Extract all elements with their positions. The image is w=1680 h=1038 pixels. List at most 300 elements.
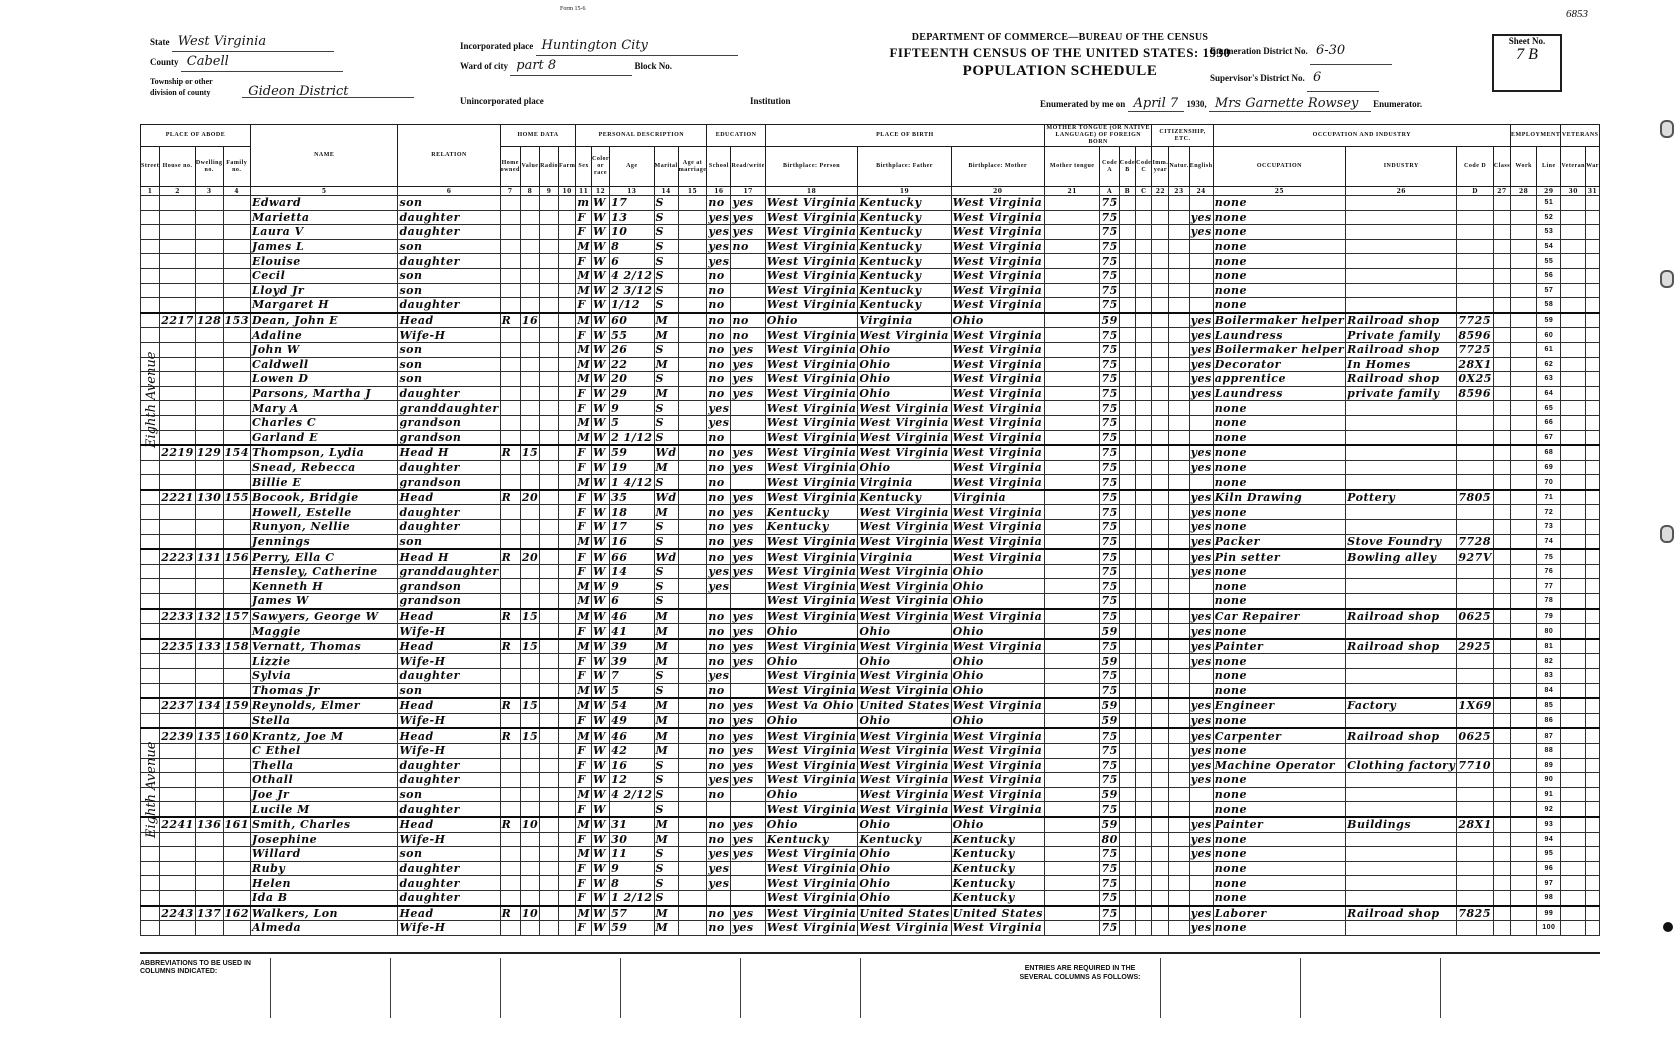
empty-cell [1169, 847, 1189, 862]
cell-occ: Boilermaker helper [1214, 343, 1345, 357]
column-header: Mother tongue [1044, 147, 1100, 187]
cell-rel: granddaughter [399, 401, 499, 415]
cell-cd [1457, 196, 1494, 211]
empty-cell [1511, 401, 1537, 416]
cell-bpm: United States [952, 906, 1043, 920]
empty-cell [678, 313, 707, 328]
cell-bp: Ohio [765, 624, 858, 639]
enumerator-name: Mrs Garnette Rowsey [1209, 96, 1371, 112]
cell-val: 10 [521, 906, 539, 920]
cell-occ: none [1213, 239, 1345, 254]
empty-cell [559, 861, 576, 876]
cell-val [520, 430, 539, 445]
empty-cell [1561, 609, 1586, 624]
cell-ind [1346, 713, 1457, 728]
cell-occ: none [1213, 283, 1345, 298]
empty-cell [678, 196, 707, 211]
cell-line: 51 [1537, 196, 1561, 211]
empty-cell [678, 713, 707, 728]
cell-read [731, 415, 765, 430]
empty-cell [1136, 906, 1152, 921]
cell-ind: Railroad shop [1346, 728, 1457, 743]
cell-mar: S [654, 415, 678, 430]
empty-cell [1119, 225, 1135, 240]
cell-code: 75 [1101, 802, 1118, 816]
column-header: INDUSTRY [1346, 147, 1457, 187]
cell-bpf: West Virginia [858, 415, 951, 430]
cell-occ: none [1213, 861, 1345, 876]
cell-cd: 7728 [1457, 534, 1494, 549]
cell-occ: Laundress [1213, 328, 1345, 343]
column-header: Value [520, 147, 539, 187]
census-row [141, 239, 1600, 254]
cell-code: 75 [1101, 269, 1118, 283]
cell-occ: none [1213, 445, 1345, 460]
cell-age: 46 [610, 728, 654, 743]
cell-eng [1189, 196, 1213, 211]
cell-house [160, 683, 196, 698]
empty-cell [1044, 342, 1100, 357]
cell-bpf: West Virginia [858, 802, 951, 817]
empty-cell [540, 401, 559, 416]
empty-cell [1169, 460, 1189, 475]
cell-own [500, 594, 520, 609]
empty-cell [1561, 401, 1586, 416]
empty-cell [1493, 505, 1510, 520]
cell-dwell: 132 [196, 609, 222, 623]
cell-sex: F [576, 490, 592, 505]
cell-line: 94 [1537, 832, 1561, 847]
column-number: 21 [1044, 187, 1100, 196]
cell-read: yes [731, 505, 765, 520]
cell-own [500, 505, 520, 520]
empty-cell [559, 283, 576, 298]
empty-cell [1152, 579, 1169, 594]
cell-line: 59 [1537, 313, 1561, 328]
cell-bpm: Ohio [951, 579, 1044, 594]
cell-sex: F [576, 210, 592, 225]
cell-race: W [592, 713, 610, 728]
empty-cell [1561, 268, 1586, 283]
state-value: West Virginia [172, 32, 334, 52]
cell-rel: Wife-H [398, 328, 500, 343]
cell-bpf: West Virginia [858, 758, 951, 773]
empty-cell [1586, 921, 1600, 936]
cell-bpf: West Virginia [858, 683, 951, 698]
empty-cell [540, 298, 559, 313]
cell-bpm: West Virginia [951, 549, 1044, 564]
empty-cell [1493, 268, 1510, 283]
cell-race: W [592, 639, 610, 654]
cell-fam [223, 847, 250, 862]
cell-age: 9 [610, 579, 654, 594]
column-number: B [1119, 187, 1135, 196]
empty-cell [1152, 520, 1169, 535]
cell-eng: yes [1190, 550, 1212, 564]
cell-school: no [707, 549, 731, 564]
cell-mar: S [654, 669, 678, 684]
cell-read: yes [731, 906, 765, 921]
cell-own [500, 460, 520, 475]
empty-cell [1586, 239, 1600, 254]
cell-bpf: West Virginia [858, 669, 951, 684]
cell-eng [1189, 876, 1213, 891]
cell-bpf: West Virginia [858, 594, 951, 609]
cell-mar: M [654, 386, 678, 401]
cell-house [160, 386, 196, 401]
empty-cell [1152, 861, 1169, 876]
cell-eng: yes [1190, 314, 1212, 328]
cell-ind [1346, 921, 1457, 936]
empty-cell [1119, 713, 1135, 728]
cell-bpm: Ohio [951, 594, 1044, 609]
empty-cell [559, 921, 576, 936]
empty-cell [1511, 728, 1537, 743]
empty-cell [1493, 254, 1510, 269]
empty-cell [1493, 832, 1510, 847]
empty-cell [1586, 654, 1600, 669]
column-header: Sex [576, 147, 592, 187]
empty-cell [1511, 579, 1537, 594]
empty-cell [1136, 579, 1152, 594]
column-number: 16 [707, 187, 731, 196]
empty-cell [1493, 313, 1510, 328]
empty-cell [1511, 342, 1537, 357]
cell-bp: West Virginia [766, 729, 857, 743]
cell-ind [1346, 401, 1457, 416]
cell-code: 75 [1101, 921, 1118, 935]
cell-read: yes [731, 225, 765, 240]
empty-cell [1493, 564, 1510, 579]
empty-cell [1561, 460, 1586, 475]
empty-cell [1136, 890, 1152, 905]
empty-cell [559, 445, 576, 460]
cell-own: R [500, 445, 520, 460]
column-header: Street [141, 147, 160, 187]
empty-cell [1561, 728, 1586, 743]
empty-cell [1511, 861, 1537, 876]
education-header: EDUCATION [707, 125, 765, 147]
cell-code: 75 [1101, 298, 1118, 312]
empty-cell [540, 254, 559, 269]
cell-house [160, 268, 196, 283]
cell-dwell [195, 802, 223, 817]
cell-val [520, 564, 539, 579]
cell-sex: F [576, 328, 592, 343]
empty-cell [559, 832, 576, 847]
cell-cd [1457, 445, 1494, 460]
empty-cell [1169, 210, 1189, 225]
empty-cell [1152, 876, 1169, 891]
cell-age: 26 [610, 342, 654, 357]
cell-sex: F [576, 549, 592, 564]
cell-rel: grandson [398, 594, 500, 609]
cell-age: 49 [610, 713, 654, 728]
empty-cell [1493, 225, 1510, 240]
empty-cell [1493, 460, 1510, 475]
cell-val [520, 683, 539, 698]
empty-cell [1152, 475, 1169, 490]
empty-cell [1169, 430, 1189, 445]
empty-cell [1044, 832, 1100, 847]
empty-cell [141, 890, 160, 905]
home-header: HOME DATA [500, 125, 576, 147]
column-header: War [1586, 147, 1600, 187]
cell-rel: daughter [398, 802, 500, 817]
ward-value: part 8 [510, 56, 632, 76]
cell-bpf: West Virginia [858, 728, 951, 743]
empty-cell [678, 549, 707, 564]
empty-cell [1119, 654, 1135, 669]
cell-occ: apprentice [1213, 372, 1345, 387]
cell-sex: F [576, 505, 592, 520]
cell-read: yes [731, 743, 765, 758]
empty-cell [540, 594, 559, 609]
empty-cell [559, 430, 576, 445]
empty-cell [1119, 802, 1135, 817]
cell-fam [223, 890, 250, 905]
abode-header: PLACE OF ABODE [141, 125, 251, 147]
empty-cell [1561, 698, 1586, 713]
cell-own: R [500, 313, 520, 328]
cell-code: 75 [1101, 847, 1118, 861]
cell-age: 22 [610, 357, 654, 372]
cell-cd [1457, 254, 1494, 269]
empty-cell [559, 787, 576, 802]
cell-race: W [592, 490, 610, 505]
cell-age: 16 [610, 758, 654, 773]
cell-sex: F [576, 460, 592, 475]
empty-cell [1044, 460, 1100, 475]
empty-cell [1586, 283, 1600, 298]
cell-val [520, 342, 539, 357]
cell-cd [1457, 594, 1494, 609]
empty-cell [678, 254, 707, 269]
cell-occ: Boilermaker helper [1214, 314, 1345, 328]
column-header: Birthplace: Mother [951, 147, 1044, 187]
cell-house [160, 743, 196, 758]
empty-cell [141, 225, 160, 240]
empty-cell [1511, 698, 1537, 713]
cell-sex: M [577, 240, 591, 254]
cell-fam [223, 654, 250, 669]
census-row [141, 698, 1600, 713]
empty-cell [1586, 210, 1600, 225]
cell-rel: son [398, 283, 500, 298]
cell-read: yes [731, 847, 765, 862]
empty-cell [1561, 254, 1586, 269]
cell-race: W [592, 609, 610, 624]
empty-cell [559, 728, 576, 743]
census-row [141, 549, 1600, 564]
empty-cell [1169, 445, 1189, 460]
cell-read: yes [731, 639, 765, 654]
cell-eng [1189, 787, 1213, 802]
empty-cell [678, 639, 707, 654]
empty-cell [678, 594, 707, 609]
cell-eng: yes [1190, 818, 1212, 832]
empty-cell [678, 564, 707, 579]
cell-eng: yes [1190, 210, 1212, 224]
cell-val [520, 876, 539, 891]
cell-dwell [195, 401, 223, 416]
cell-eng: yes [1190, 343, 1212, 357]
empty-cell [540, 475, 559, 490]
cell-code: 75 [1101, 240, 1118, 254]
cell-eng: yes [1190, 921, 1212, 935]
cell-ind [1346, 254, 1457, 269]
empty-cell [1586, 906, 1600, 921]
column-number: 12 [592, 187, 610, 196]
cell-name: Billie E [250, 475, 398, 490]
cell-code: 75 [1101, 460, 1118, 474]
cell-occ: none [1213, 594, 1345, 609]
cell-fam: 156 [224, 550, 249, 564]
empty-cell [678, 579, 707, 594]
cell-bp: West Virginia [766, 460, 857, 474]
cell-fam [223, 743, 250, 758]
empty-cell [1169, 639, 1189, 654]
cell-name: Thomas Jr [250, 683, 398, 698]
cell-line: 84 [1537, 683, 1561, 698]
cell-mar: M [654, 817, 678, 832]
column-number: 31 [1586, 187, 1600, 196]
empty-cell [540, 861, 559, 876]
cell-code: 59 [1101, 818, 1118, 832]
enumerated-line [1040, 96, 1422, 112]
cell-race: W [592, 654, 610, 669]
empty-cell [1511, 594, 1537, 609]
column-number: C [1136, 187, 1152, 196]
empty-cell [1136, 328, 1152, 343]
cell-sex: M [577, 609, 591, 623]
empty-cell [1119, 876, 1135, 891]
cell-bp: West Virginia [766, 609, 857, 623]
cell-age: 11 [610, 847, 654, 862]
cell-dwell [195, 624, 223, 639]
cell-fam [223, 876, 250, 891]
empty-cell [1586, 386, 1600, 401]
cell-bpm: Ohio [951, 313, 1044, 328]
cell-bpf: West Virginia [858, 921, 951, 936]
cell-house [160, 401, 196, 416]
cell-occ: none [1213, 460, 1345, 475]
empty-cell [1511, 817, 1537, 832]
cell-dwell [195, 743, 223, 758]
cell-school: no [707, 832, 731, 847]
column-number: 29 [1537, 187, 1561, 196]
cell-own [500, 876, 520, 891]
incorporated-label: Incorporated place [460, 41, 534, 51]
empty-cell [1169, 239, 1189, 254]
empty-cell [1169, 298, 1189, 313]
street-name-2: Eighth Avenue [144, 741, 159, 838]
cell-dwell [195, 460, 223, 475]
cell-name: Almeda [250, 921, 398, 936]
empty-cell [1169, 342, 1189, 357]
empty-cell [1511, 832, 1537, 847]
cell-age: 41 [610, 624, 654, 639]
cell-own [500, 832, 520, 847]
empty-cell [1044, 210, 1100, 225]
cell-bpf: Kentucky [858, 210, 951, 225]
empty-cell [1561, 594, 1586, 609]
cell-code: 75 [1101, 430, 1118, 444]
cell-line: 82 [1537, 654, 1561, 669]
street-name-1: Eighth Avenue [144, 351, 159, 448]
cell-school: no [707, 654, 731, 669]
cell-rel: Wife-H [398, 743, 500, 758]
empty-cell [1169, 787, 1189, 802]
empty-cell [1561, 328, 1586, 343]
census-row [141, 624, 1600, 639]
empty-cell [559, 579, 576, 594]
cell-bpf: Ohio [858, 861, 951, 876]
cell-ind [1346, 683, 1457, 698]
cell-occ: none [1213, 475, 1345, 490]
census-row [141, 639, 1600, 654]
cell-own [500, 921, 520, 936]
cell-dwell [195, 669, 223, 684]
cell-own: R [500, 698, 520, 713]
cell-eng [1189, 683, 1213, 698]
cell-house [160, 342, 196, 357]
empty-cell [1169, 890, 1189, 905]
cell-sex: F [576, 861, 592, 876]
cell-name: Walkers, Lon [250, 906, 398, 921]
cell-name: James W [250, 594, 398, 609]
empty-cell [1152, 357, 1169, 372]
cell-bpf: Ohio [858, 342, 951, 357]
empty-cell [1044, 430, 1100, 445]
empty-cell [1561, 654, 1586, 669]
census-row [141, 773, 1600, 788]
cell-val [520, 802, 539, 817]
cell-val [520, 669, 539, 684]
empty-cell [1136, 787, 1152, 802]
empty-cell [1152, 728, 1169, 743]
empty-cell [1044, 579, 1100, 594]
cell-bpm: West Virginia [951, 921, 1044, 936]
cell-house [160, 372, 196, 387]
cell-name: Thella [250, 758, 398, 773]
cell-ind [1346, 445, 1457, 460]
cell-read: yes [731, 386, 765, 401]
cell-bp: West Virginia [766, 210, 857, 224]
empty-cell [559, 698, 576, 713]
census-row [141, 743, 1600, 758]
column-header: Birthplace: Person [765, 147, 858, 187]
cell-read: yes [731, 445, 765, 460]
cell-occ: Decorator [1213, 357, 1345, 372]
cell-bpm: West Virginia [951, 728, 1044, 743]
cell-own [500, 520, 520, 535]
cell-age: 6 [610, 254, 654, 269]
cell-dwell [195, 268, 223, 283]
cell-age: 16 [610, 534, 654, 549]
empty-cell [1561, 210, 1586, 225]
empty-cell [1136, 876, 1152, 891]
cell-occ: none [1213, 832, 1345, 847]
empty-cell [1561, 196, 1586, 211]
cell-own [500, 196, 520, 211]
census-row [141, 475, 1600, 490]
cell-house: 2233 [161, 609, 194, 623]
cell-bpf: Ohio [858, 357, 951, 372]
empty-cell [1119, 549, 1135, 564]
empty-cell [1044, 283, 1100, 298]
empty-cell [1152, 342, 1169, 357]
